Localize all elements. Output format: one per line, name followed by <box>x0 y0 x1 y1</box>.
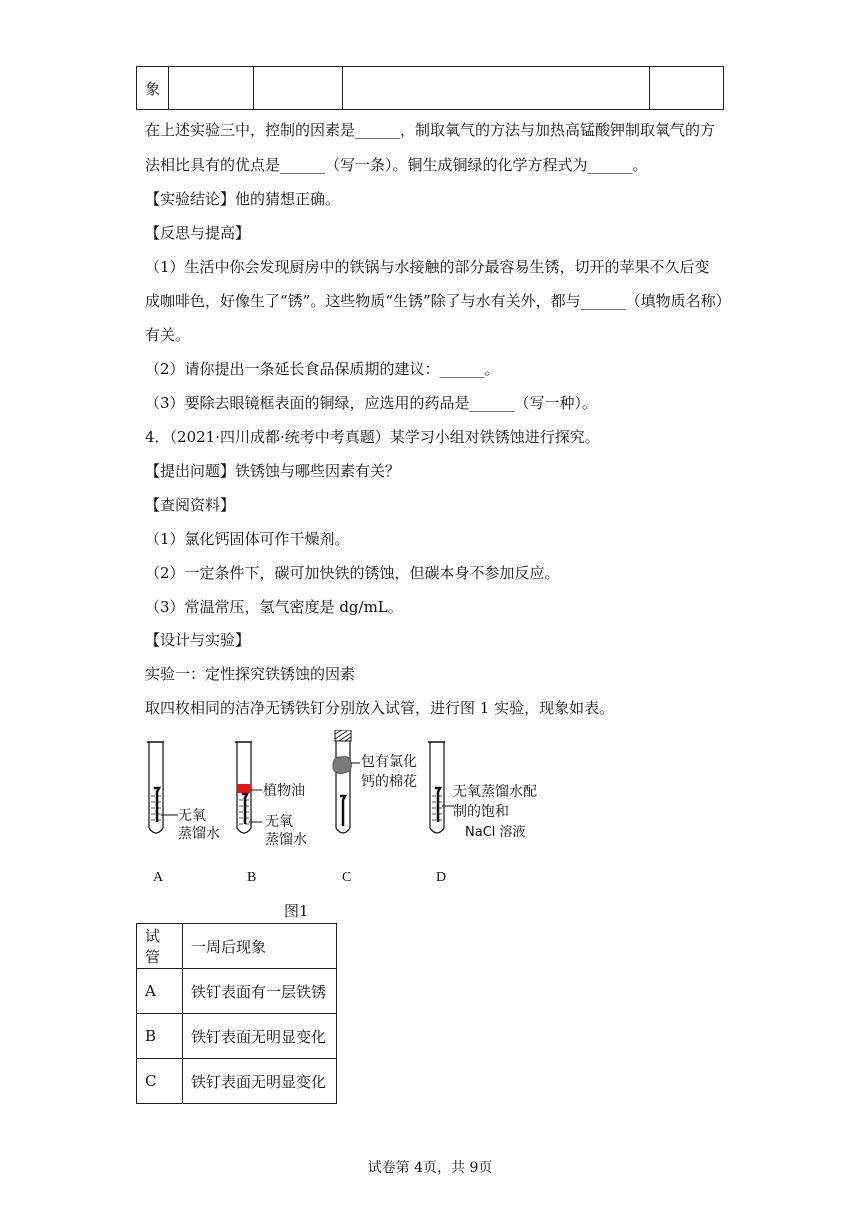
table-header-row <box>137 924 337 969</box>
figure-caption: 图1 <box>284 902 309 920</box>
tube-c-label-1: 包有氯化 <box>361 754 417 770</box>
tube-a-label-2: 蒸馏水 <box>178 826 220 842</box>
text-line: （1）氯化钙固体可作干燥剂。 <box>145 530 350 548</box>
tube-c-label-2: 钙的棉花 <box>361 774 417 790</box>
tube-b-label-1: 无氧 <box>265 814 293 830</box>
stopper <box>335 730 351 741</box>
tube-label-c: C <box>342 870 352 885</box>
tube-label-a: A <box>153 870 164 885</box>
table-row <box>137 67 724 110</box>
observation-table <box>136 923 337 1104</box>
page-footer: 试卷第 4页，共 9页 <box>367 1160 493 1176</box>
section-heading: 【设计与实验】 <box>145 631 251 649</box>
text-line: 在上述实验三中，控制的因素是______，制取氧气的方法与加热高锰酸钾制取氧气的方 <box>145 121 716 139</box>
table-cell: 象 <box>137 67 169 110</box>
table-cell: 铁钉表面无明显变化 <box>183 1014 337 1059</box>
section-heading: 【反思与提高】 <box>145 224 251 242</box>
tube-label-b: B <box>247 870 257 885</box>
tube-b-oil-label: 植物油 <box>263 783 305 799</box>
tube-a-label-1: 无氧 <box>178 808 206 824</box>
tube-b <box>235 742 262 833</box>
question-title: 4．（2021·四川成都·统考中考真题）某学习小组对铁锈蚀进行探究。 <box>145 428 600 446</box>
table-cell: C <box>137 1059 183 1104</box>
iron-nail <box>435 788 440 822</box>
tube-c <box>333 730 360 833</box>
iron-nail <box>154 788 159 822</box>
text-line: 成咖啡色，好像生了“锈”。这些物质“生锈”除了与水有关外，都与______（填物质名称） <box>145 292 731 310</box>
text-line: 取四枚相同的洁净无锈铁钉分别放入试管，进行图 1 实验，现象如表。 <box>145 699 615 717</box>
table-row <box>137 1014 337 1059</box>
text-line: （2）请你提出一条延长食品保质期的建议：______。 <box>145 360 500 378</box>
tube-d <box>428 742 454 833</box>
oil-layer <box>237 784 251 793</box>
table-header-cell: 一周后现象 <box>183 924 337 969</box>
table-header-cell: 试管 <box>137 924 183 969</box>
section-heading: 【查阅资料】 <box>145 496 236 514</box>
tube-d-label-3: NaCl 溶液 <box>465 825 526 840</box>
iron-nail <box>340 796 345 826</box>
table-cell <box>254 67 343 110</box>
text-line: （3）常温常压，氢气密度是 dg/mL。 <box>145 598 403 616</box>
table-cell <box>343 67 650 110</box>
section-heading: 【提出问题】铁锈蚀与哪些因素有关？ <box>145 462 401 480</box>
tube-label-d: D <box>436 870 447 885</box>
text-line: 实验一：定性探究铁锈蚀的因素 <box>145 665 356 683</box>
text-line: 【实验结论】他的猜想正确。 <box>145 190 341 208</box>
top-table-fragment <box>136 66 724 110</box>
table-cell <box>169 67 254 110</box>
table-cell: 铁钉表面有一层铁锈 <box>183 969 337 1014</box>
text-line: （2）一定条件下，碳可加快铁的锈蚀，但碳本身不参加反应。 <box>145 564 560 582</box>
tube-b-label-2: 蒸馏水 <box>265 832 307 848</box>
iron-nail <box>242 794 247 824</box>
table-cell <box>650 67 724 110</box>
tube-d-label-2: 制的饱和 <box>453 804 509 820</box>
text-line: 法相比具有的优点是______（写一条）。铜生成铜绿的化学方程式为______。 <box>145 156 648 174</box>
cotton-ball <box>333 757 351 774</box>
text-line: （1）生活中你会发现厨房中的铁锅与水接触的部分最容易生锈，切开的苹果不久后变 <box>145 258 710 276</box>
table-cell: 铁钉表面无明显变化 <box>183 1059 337 1104</box>
figure-1-test-tubes <box>130 730 570 920</box>
table-cell: A <box>137 969 183 1014</box>
tube-d-label-1: 无氧蒸馏水配 <box>453 784 537 800</box>
table-row <box>137 1059 337 1104</box>
text-line: 有关。 <box>145 326 191 344</box>
tube-a <box>147 742 178 833</box>
table-cell: B <box>137 1014 183 1059</box>
text-line: （3）要除去眼镜框表面的铜绿，应选用的药品是______（写一种）。 <box>145 394 598 412</box>
table-row <box>137 969 337 1014</box>
